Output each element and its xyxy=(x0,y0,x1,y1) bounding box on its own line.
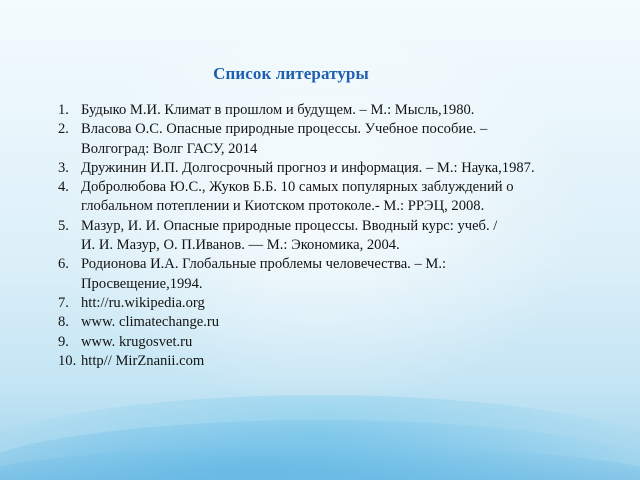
reference-text-continued: И. И. Мазур, О. П.Иванов. — М.: Экономика, 2004. xyxy=(81,237,400,254)
reference-text: Дружинин И.П. Долгосрочный прогноз и информация. – М.: Наука,1987. xyxy=(81,159,535,176)
reference-item xyxy=(58,217,603,256)
slide-title: Список литературы xyxy=(213,64,369,83)
reference-item xyxy=(58,101,603,120)
reference-number: 1. xyxy=(58,102,69,118)
reference-text: htt://ru.wikipedia.org xyxy=(81,294,205,311)
reference-text: http// MirZnanii.com xyxy=(81,352,205,369)
reference-number: 9. xyxy=(58,333,69,350)
reference-number: 8. xyxy=(58,314,69,331)
reference-item xyxy=(58,294,603,313)
reference-item xyxy=(58,159,603,178)
reference-number: 7. xyxy=(58,294,69,311)
reference-number: 2. xyxy=(58,121,69,138)
reference-text: Мазур, И. И. Опасные природные процессы. Вводный курс: учеб. / xyxy=(81,217,498,234)
reference-item xyxy=(58,178,603,217)
reference-text: www. climatechange.ru xyxy=(81,314,220,331)
reference-text: Добролюбова Ю.С., Жуков Б.Б. 10 самых популярных заблуждений о xyxy=(81,179,514,196)
reference-list xyxy=(58,101,603,371)
reference-text: Родионова И.А. Глобальные проблемы человечества. – М.: xyxy=(81,256,447,273)
reference-item xyxy=(58,120,603,159)
reference-text-continued: Волгоград: Волг ГАСУ, 2014 xyxy=(81,140,258,157)
reference-number: 4. xyxy=(58,179,69,196)
reference-text-continued: Просвещение,1994. xyxy=(81,275,203,292)
reference-item xyxy=(58,255,603,294)
reference-text: Будыко М.И. Климат в прошлом и будущем. – М.: Мысль,1980. xyxy=(81,102,475,118)
reference-number: 5. xyxy=(58,217,69,234)
reference-number: 6. xyxy=(58,256,69,273)
reference-text-continued: глобальном потеплении и Киотском протоколе.- М.: РРЭЦ, 2008. xyxy=(81,198,485,215)
reference-text: Власова О.С. Опасные природные процессы. Учебное пособие. – xyxy=(81,121,488,138)
reference-number: 3. xyxy=(58,159,69,176)
reference-number: 10. xyxy=(58,352,77,369)
reference-text: www. krugosvet.ru xyxy=(81,333,193,350)
reference-item xyxy=(58,313,603,332)
reference-item xyxy=(58,333,603,352)
reference-item xyxy=(58,352,603,371)
